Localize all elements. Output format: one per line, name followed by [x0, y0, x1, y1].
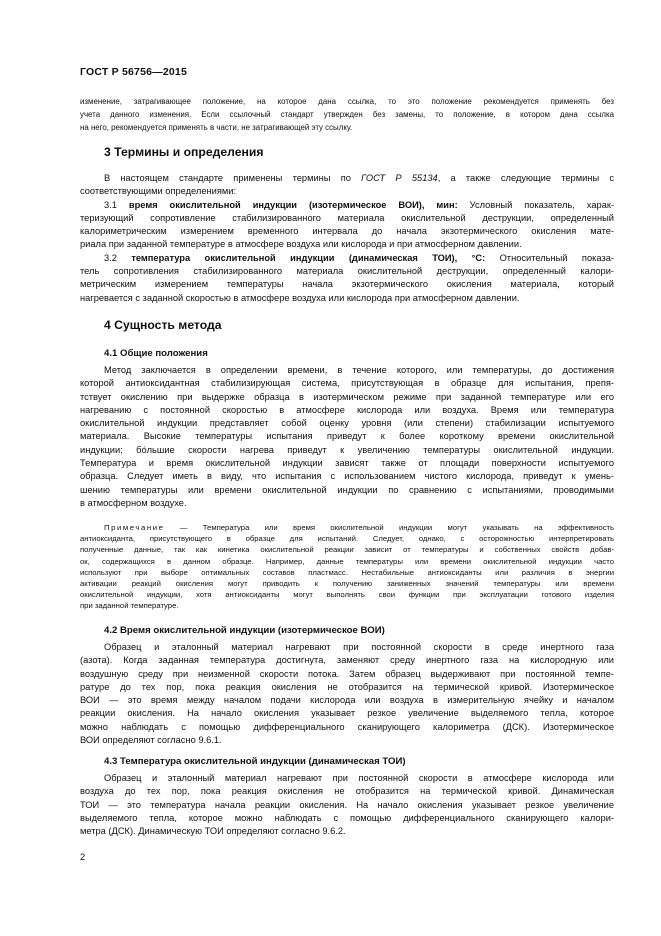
- text-line: материала. Высокие температуры испытания приведут к более короткому времени окислительной: [80, 431, 614, 442]
- text-line: шению температуры или времени окислительной индукции по сравнению с испытаниями, проводимыми: [80, 484, 614, 495]
- page-number: 2: [80, 852, 86, 862]
- text-line: (азота). Когда заданная температура достигнута, заменяют среду инертного газа на кислородную или: [80, 655, 614, 666]
- text-line: Температура и время окислительной индукции зависят также от площади поверхности испытуемого: [80, 458, 614, 469]
- text-line: тствует окислению при выдержке образца в изотермическом режиме при заданной температуре или его: [80, 391, 614, 402]
- text-line: ВОИ определяют согласно 9.6.1.: [80, 735, 222, 746]
- text-line: воздушную среду при неизменной скорости потока. Затем образец выдерживают при постоянной темпе-: [80, 668, 614, 679]
- text-run: — Температура или время окислительной индукции могут указывать на эффективность: [179, 523, 614, 532]
- text-line: ТОИ — это температура начала реакции окисления. На начало окисления указывает резкое увеличение: [80, 799, 614, 810]
- text-run: Условный показатель, харак-: [457, 199, 614, 210]
- text-line: на него, рекомендуется применять в части, не затрагивающей эту ссылку.: [80, 123, 353, 133]
- text-line: Метод заключается в определении времени, в течение которого, или температуры, до достижения: [104, 365, 614, 375]
- term-name: температура окислительной индукции (динамическая ТОИ), °С:: [131, 252, 486, 263]
- text-line: изменение, затрагивающее положение, на которое дана ссылка, то это положение рекомендуется применять без: [80, 97, 614, 106]
- text-line: метрическим измерением температуры начала экзотермического окисления материала, который: [80, 279, 614, 290]
- text-line: калориметрическим измерением временного интервала до начала экзотермического окисления мате-: [80, 226, 614, 237]
- text-line: нагревается с заданной скоростью в атмосфере воздуха или кислорода при атмосферном давлении.: [80, 292, 520, 303]
- text-line: риала при заданной температуре в атмосфере воздуха или кислорода и при атмосферном давлении.: [80, 239, 522, 250]
- subsection-4-1-body: [80, 364, 614, 510]
- text-line: учета данного изменения. Если ссылочный стандарт утвержден без замены, то положение, в котором дана ссылка: [80, 110, 614, 120]
- text-line: реакции окисления. На начало окисления указывает резкое увеличение выделяемого тепла, которое: [80, 708, 614, 719]
- standard-reference: ГОСТ Р 55134: [361, 173, 438, 183]
- standard-id: ГОСТ Р 56756—2015: [80, 66, 188, 78]
- text-line: воздуха до тех пор, пока реакция окисления не отобразится на термической кривой. Динамическая: [80, 786, 614, 797]
- text-line: ратуре до тех пор, пока реакция окисления не отобразится на термической кривой. Изотермическое: [80, 681, 614, 692]
- subsection-4-2-heading: 4.2 Время окислительной индукции (изотермическое ВОИ): [104, 625, 385, 636]
- text-line: антиоксиданта, присутствующего в образце для испытаний. Следует, однако, с осторожностью интерпретировать: [80, 534, 614, 544]
- text-line: окислительной индукции, хотя антиоксиданты могут выполнять свои функции при эксплуатации готового изделия: [80, 590, 614, 600]
- text-line: ВОИ — это время между началом подачи кислорода или воздуха в измерительную ячейку и началом: [80, 695, 614, 706]
- subsection-4-3-body: [80, 772, 614, 838]
- text-line: полученные данные, так как кинетика окислительной реакции зависит от температуры и собственных свойств добав-: [80, 545, 614, 555]
- text-line: окислительной индукции представляет собой оценку уровня (или степени) стабилизации испытуемого: [80, 418, 614, 429]
- text-line: индукции; бóльшие скорости нагрева приведут к увеличению температуры окислительной индукции.: [80, 444, 614, 455]
- term-number: 3.1: [104, 199, 129, 210]
- text-line: Образец и эталонный материал нагревают при постоянной скорости в атмосфере кислорода или: [104, 773, 614, 783]
- text-line: теризующий сопротивление стабилизированного материала окислительной деструкции, определенный: [80, 212, 614, 223]
- intro-paragraph: [80, 95, 614, 135]
- subsection-4-1-heading: 4.1 Общие положения: [104, 348, 208, 359]
- text-line: нагреванию с постоянной скоростью в атмосфере кислорода или воздуха. Время или температура: [80, 404, 614, 415]
- subsection-4-3-heading: 4.3 Температура окислительной индукции (динамическая ТОИ): [104, 756, 406, 767]
- text-line: в атмосферном воздухе.: [80, 497, 187, 508]
- text-line: можно наблюдать с помощью дифференциального сканирующего калориметра (ДСК). Изотермическое: [80, 721, 614, 732]
- note-label: Примечание: [104, 523, 165, 532]
- text-line: выделяемого тепла, которое можно наблюдать с помощью дифференциального сканирующего калори-: [80, 812, 614, 823]
- text-line: Образец и эталонный материал нагревают при постоянной скорости в среде инертного газа: [104, 642, 614, 652]
- text-run: Относительный показа-: [485, 252, 614, 263]
- section-4-heading: 4 Сущность метода: [104, 318, 222, 332]
- term-name: время окислительной индукции (изотермическое ВОИ), мин:: [128, 199, 458, 210]
- term-number: 3.2: [104, 252, 132, 263]
- text-line: которой антиоксидантная стабилизирующая система, присутствующая в образце для испытания, препя-: [80, 378, 614, 389]
- note-block: [80, 522, 614, 612]
- text-line: активации реакций окисления могут приводить к получению заниженных значений температуры или времени: [80, 579, 614, 589]
- text-line: используют при выборе оптимальных составов пластмасс. Нестабильные антиоксиданты или различия в энергии: [80, 567, 614, 577]
- section-3-body: [80, 172, 614, 305]
- text-line: метра (ДСК). Динамическую ТОИ определяют согласно 9.6.2.: [80, 826, 346, 837]
- text-line: тель сопротивления стабилизированного материала окислительной деструкции, определенный калори-: [80, 266, 614, 277]
- text-line: ок, содержащихся в данном образце. Например, данные температуры или времени окислительной индукции часто: [80, 556, 614, 566]
- section-3-heading: 3 Термины и определения: [104, 145, 264, 159]
- text-line: при заданной температуре.: [80, 601, 179, 611]
- text-line: [80, 172, 614, 185]
- text-run: В настоящем стандарте применены термины по: [104, 173, 362, 183]
- subsection-4-2-body: [80, 641, 614, 747]
- note-first-line: [80, 522, 614, 533]
- text-line: соответствующими определениями:: [80, 186, 237, 197]
- text-line: образца. Следует иметь в виду, что испытания с использованием чистого кислорода, приведут к умень-: [80, 471, 614, 482]
- term-3-1-line: [80, 199, 614, 212]
- text-run: , а также следующие термины с: [437, 173, 614, 183]
- term-3-2-line: [80, 252, 614, 265]
